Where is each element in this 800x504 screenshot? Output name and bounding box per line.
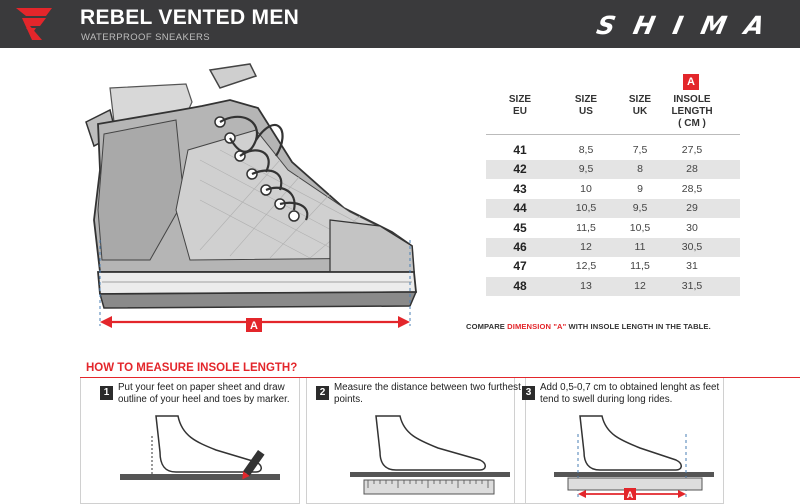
page-title: REBEL VENTED MEN <box>80 6 300 29</box>
size-cell-uk: 12 <box>634 279 646 292</box>
size-cell-eu: 46 <box>513 240 527 254</box>
header-insole-length: INSOLE LENGTH ( CM ) <box>671 94 713 129</box>
insole-dimension-badge: A <box>683 74 699 90</box>
step-3-a-label: A <box>626 490 634 500</box>
step-1-foot-marker-sketch <box>86 406 296 502</box>
size-cell-eu: 42 <box>513 162 527 177</box>
header-size-uk: SIZE UK <box>628 94 652 117</box>
size-cell-us: 11,5 <box>576 221 596 234</box>
size-cell-eu: 48 <box>513 278 527 293</box>
header-size-us: SIZE US <box>574 94 598 117</box>
size-cell-cm: 28,5 <box>681 182 703 195</box>
size-cell-us: 10,5 <box>575 202 597 215</box>
compare-note: COMPARE DIMENSION "A" WITH INSOLE LENGTH IN THE TABLE. <box>466 322 711 331</box>
page-subtitle: WATERPROOF SNEAKERS <box>81 32 211 43</box>
size-cell-uk: 9 <box>637 182 643 195</box>
size-table-row <box>486 160 740 179</box>
shima-logo-icon <box>12 6 64 42</box>
size-cell-us: 8,5 <box>578 144 594 156</box>
step-3-number: 3 <box>522 386 535 400</box>
size-cell-eu: 41 <box>513 143 527 157</box>
size-cell-us: 13 <box>580 279 592 292</box>
size-cell-cm: 27,5 <box>681 144 703 156</box>
header-size-eu: SIZE EU <box>508 94 532 117</box>
step-1-number: 1 <box>100 386 113 400</box>
step-2-text: Measure the distance between two furthest points. <box>334 382 521 405</box>
size-cell-cm: 30 <box>686 221 698 234</box>
step-2-number: 2 <box>316 386 329 400</box>
size-table-row <box>486 277 740 296</box>
dimension-a-label: A <box>250 320 258 332</box>
size-cell-cm: 30,5 <box>681 241 703 253</box>
size-table-row <box>486 257 740 276</box>
header-band <box>0 0 800 48</box>
howto-title: HOW TO MEASURE INSOLE LENGTH? <box>86 362 298 374</box>
step-3-text: Add 0,5-0,7 cm to obtained lenght as feet tend to swell during long rides. <box>540 382 720 405</box>
size-cell-uk: 7,5 <box>632 144 648 156</box>
size-table-row <box>486 219 740 238</box>
size-cell-uk: 10,5 <box>629 221 651 234</box>
size-cell-cm: 28 <box>686 163 698 176</box>
size-table-row <box>486 238 740 257</box>
size-cell-cm: 31 <box>686 260 698 273</box>
shima-brand-logo <box>594 11 788 40</box>
size-cell-us: 12 <box>580 241 592 253</box>
size-cell-us: 10 <box>580 182 592 195</box>
size-cell-uk: 9,5 <box>632 202 648 215</box>
size-cell-uk: 8 <box>637 163 643 176</box>
step-2-ruler-sketch <box>310 406 520 502</box>
size-cell-eu: 43 <box>513 181 527 196</box>
size-cell-eu: 45 <box>513 220 527 235</box>
size-table-row <box>486 180 740 199</box>
step-3-extra-length-sketch <box>516 406 726 502</box>
size-cell-uk: 11,5 <box>630 260 650 273</box>
size-table-row <box>486 199 740 218</box>
svg-text:SHIMA: SHIMA <box>594 11 771 40</box>
table-header-divider <box>486 134 740 135</box>
size-table-row <box>486 141 740 160</box>
size-cell-uk: 11 <box>634 241 646 253</box>
size-cell-eu: 47 <box>513 259 527 274</box>
shoe-illustration <box>80 60 440 345</box>
size-cell-cm: 29 <box>686 202 698 215</box>
size-cell-cm: 31,5 <box>681 279 703 292</box>
size-cell-us: 12,5 <box>575 260 597 273</box>
size-cell-eu: 44 <box>513 201 527 216</box>
step-1-text: Put your feet on paper sheet and draw outline of your heel and toes by marker. <box>118 382 290 405</box>
size-cell-us: 9,5 <box>578 163 594 176</box>
